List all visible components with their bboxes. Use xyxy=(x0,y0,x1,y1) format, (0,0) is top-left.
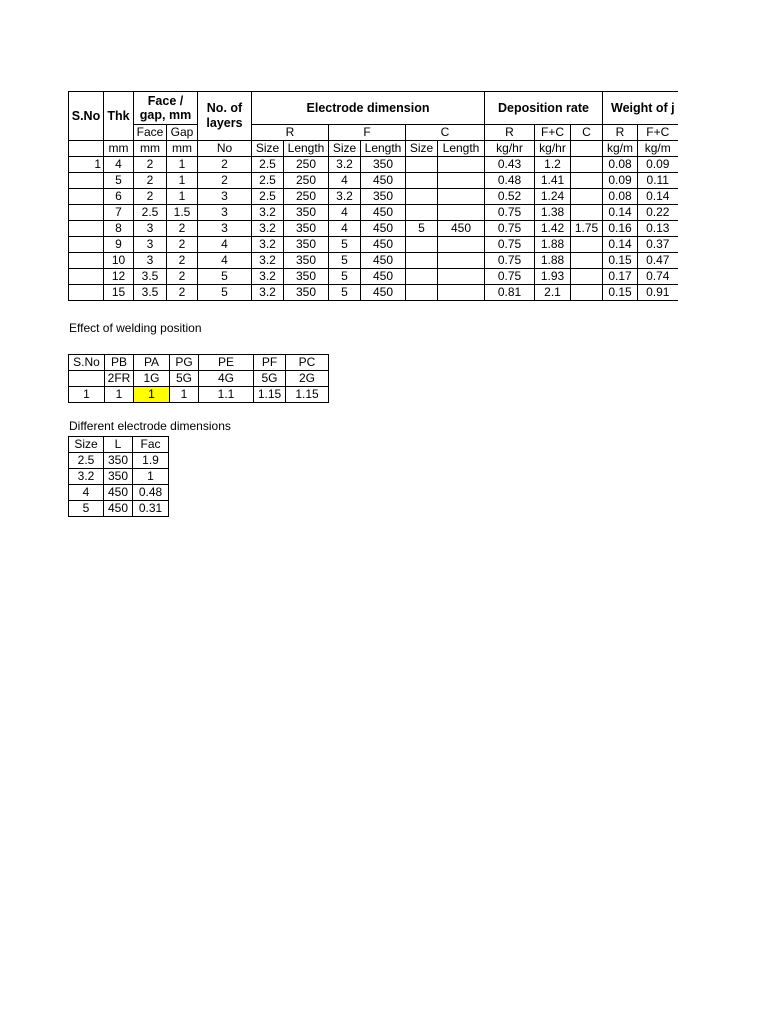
electrode-header-cell: Fac xyxy=(133,437,169,453)
table-cell: 0.14 xyxy=(603,205,638,221)
table-row xyxy=(69,453,169,469)
position-code-cell: 5G xyxy=(170,371,199,387)
table-cell: 0.08 xyxy=(603,157,638,173)
table-cell: 1 xyxy=(69,157,104,173)
table-cell xyxy=(406,205,438,221)
table-cell: 1.38 xyxy=(535,205,571,221)
table-cell: 2 xyxy=(198,157,252,173)
position-header-cell: PG xyxy=(170,355,199,371)
table-cell: 1 xyxy=(167,157,198,173)
header-sno: S.No xyxy=(69,92,104,141)
table-row xyxy=(69,221,678,237)
electrode-section-title: Different electrode dimensions xyxy=(69,419,231,433)
table-cell xyxy=(69,205,104,221)
units-cell xyxy=(571,141,603,157)
table-cell: 350 xyxy=(284,205,329,221)
table-cell xyxy=(69,253,104,269)
table-cell: 2 xyxy=(198,173,252,189)
table-cell: 450 xyxy=(361,173,406,189)
table-cell: 3 xyxy=(134,221,167,237)
table-cell: 450 xyxy=(361,269,406,285)
main-table-body xyxy=(69,157,678,301)
table-cell: 0.75 xyxy=(485,205,535,221)
table-cell: 2.5 xyxy=(252,157,284,173)
table-cell: 5 xyxy=(406,221,438,237)
table-cell: 0.08 xyxy=(603,189,638,205)
table-cell: 0.13 xyxy=(638,221,678,237)
table-cell xyxy=(69,285,104,301)
table-cell: 3 xyxy=(134,253,167,269)
table-cell: 2 xyxy=(134,157,167,173)
electrode-header-cell: Size xyxy=(69,437,104,453)
position-value-cell: 1 xyxy=(69,387,105,403)
units-cell: Size xyxy=(329,141,361,157)
table-cell: 1.24 xyxy=(535,189,571,205)
table-cell: 7 xyxy=(104,205,134,221)
table-cell xyxy=(438,173,485,189)
units-cell: kg/hr xyxy=(535,141,571,157)
table-cell xyxy=(571,253,603,269)
table-cell: 0.14 xyxy=(603,237,638,253)
position-values-row xyxy=(69,387,329,403)
table-cell: 2 xyxy=(167,237,198,253)
table-cell: 1 xyxy=(167,189,198,205)
table-cell xyxy=(571,189,603,205)
table-cell xyxy=(69,189,104,205)
table-cell: 0.37 xyxy=(638,237,678,253)
table-cell: 3.2 xyxy=(252,285,284,301)
electrode-cell: 2.5 xyxy=(69,453,104,469)
position-header-cell: PB xyxy=(105,355,134,371)
subheader-gap: Gap xyxy=(167,125,198,141)
table-cell: 0.47 xyxy=(638,253,678,269)
subheader-elec-r: R xyxy=(252,125,329,141)
table-cell: 3.2 xyxy=(329,189,361,205)
table-cell: 5 xyxy=(104,173,134,189)
table-cell: 1.75 xyxy=(571,221,603,237)
position-value-cell: 1.15 xyxy=(286,387,329,403)
table-cell: 0.09 xyxy=(638,157,678,173)
table-cell: 450 xyxy=(361,221,406,237)
units-row xyxy=(69,141,678,157)
electrode-cell: 0.31 xyxy=(133,501,169,517)
table-cell: 1.88 xyxy=(535,253,571,269)
subheader-dep-c: C xyxy=(571,125,603,141)
table-cell: 5 xyxy=(329,269,361,285)
table-cell: 2.5 xyxy=(252,173,284,189)
table-cell: 0.52 xyxy=(485,189,535,205)
table-cell: 350 xyxy=(284,253,329,269)
table-cell: 4 xyxy=(329,173,361,189)
table-cell: 0.91 xyxy=(638,285,678,301)
table-cell: 350 xyxy=(284,269,329,285)
position-value-cell-highlighted: 1 xyxy=(134,387,170,403)
table-cell: 450 xyxy=(438,221,485,237)
position-section-title: Effect of welding position xyxy=(69,321,202,335)
position-header-cell: PC xyxy=(286,355,329,371)
table-cell xyxy=(438,269,485,285)
units-cell: mm xyxy=(104,141,134,157)
table-cell: 2 xyxy=(167,285,198,301)
table-cell: 1 xyxy=(167,173,198,189)
table-cell: 0.15 xyxy=(603,285,638,301)
electrode-cell: 1.9 xyxy=(133,453,169,469)
electrode-cell: 1 xyxy=(133,469,169,485)
table-cell: 350 xyxy=(284,237,329,253)
table-cell: 3.2 xyxy=(252,221,284,237)
table-cell: 12 xyxy=(104,269,134,285)
table-cell: 0.22 xyxy=(638,205,678,221)
table-cell: 9 xyxy=(104,237,134,253)
table-cell xyxy=(69,221,104,237)
table-cell xyxy=(438,253,485,269)
table-cell: 450 xyxy=(361,253,406,269)
table-cell xyxy=(406,285,438,301)
table-cell: 0.48 xyxy=(485,173,535,189)
table-cell: 5 xyxy=(198,269,252,285)
electrode-cell: 350 xyxy=(104,469,133,485)
table-cell: 5 xyxy=(329,237,361,253)
electrode-cell: 450 xyxy=(104,485,133,501)
position-header-cell: S.No xyxy=(69,355,105,371)
electrode-cell: 350 xyxy=(104,453,133,469)
units-cell: kg/m xyxy=(638,141,678,157)
position-code-cell: 4G xyxy=(199,371,254,387)
table-cell: 0.75 xyxy=(485,269,535,285)
position-header-cell: PA xyxy=(134,355,170,371)
table-cell xyxy=(69,237,104,253)
table-cell xyxy=(438,189,485,205)
table-row xyxy=(69,485,169,501)
table-cell: 3.2 xyxy=(252,205,284,221)
table-row xyxy=(69,173,678,189)
table-cell: 350 xyxy=(284,285,329,301)
table-cell: 2 xyxy=(167,269,198,285)
table-cell xyxy=(571,205,603,221)
position-table xyxy=(68,354,329,403)
table-cell: 0.14 xyxy=(638,189,678,205)
table-cell: 5 xyxy=(198,285,252,301)
table-cell: 1.41 xyxy=(535,173,571,189)
table-cell: 15 xyxy=(104,285,134,301)
table-cell: 0.75 xyxy=(485,221,535,237)
table-cell: 0.43 xyxy=(485,157,535,173)
table-cell xyxy=(438,237,485,253)
table-cell: 10 xyxy=(104,253,134,269)
table-cell: 0.74 xyxy=(638,269,678,285)
table-cell: 3 xyxy=(134,237,167,253)
electrode-cell: 5 xyxy=(69,501,104,517)
table-cell: 450 xyxy=(361,237,406,253)
subheader-face: Face xyxy=(134,125,167,141)
position-value-cell: 1 xyxy=(105,387,134,403)
table-cell: 2 xyxy=(167,221,198,237)
table-cell xyxy=(438,157,485,173)
table-cell: 350 xyxy=(284,221,329,237)
table-cell xyxy=(406,173,438,189)
table-cell: 4 xyxy=(329,205,361,221)
table-row xyxy=(69,237,678,253)
table-cell: 4 xyxy=(198,237,252,253)
table-row xyxy=(69,189,678,205)
header-electrode-dimension: Electrode dimension xyxy=(252,92,485,125)
electrode-cell: 3.2 xyxy=(69,469,104,485)
subheader-dep-r: R xyxy=(485,125,535,141)
table-cell xyxy=(571,269,603,285)
header-layers: No. of layers xyxy=(198,92,252,141)
table-cell: 1.2 xyxy=(535,157,571,173)
table-cell: 0.15 xyxy=(603,253,638,269)
units-cell: Length xyxy=(438,141,485,157)
position-value-cell: 1.1 xyxy=(199,387,254,403)
units-cell: mm xyxy=(167,141,198,157)
units-cell: Length xyxy=(361,141,406,157)
main-table xyxy=(68,91,678,301)
table-cell: 3.2 xyxy=(252,269,284,285)
table-cell: 0.75 xyxy=(485,237,535,253)
position-header-cell: PF xyxy=(254,355,286,371)
table-cell: 4 xyxy=(104,157,134,173)
table-cell xyxy=(406,269,438,285)
table-cell xyxy=(571,173,603,189)
table-cell: 1.42 xyxy=(535,221,571,237)
header-weight: Weight of j xyxy=(603,92,678,125)
table-cell: 250 xyxy=(284,189,329,205)
table-cell: 2.5 xyxy=(252,189,284,205)
table-row xyxy=(69,253,678,269)
table-cell: 0.11 xyxy=(638,173,678,189)
table-cell: 2 xyxy=(134,189,167,205)
position-code-cell: 2G xyxy=(286,371,329,387)
units-cell: kg/hr xyxy=(485,141,535,157)
table-row xyxy=(69,157,678,173)
table-cell: 2 xyxy=(167,253,198,269)
position-code-cell: 5G xyxy=(254,371,286,387)
electrode-cell: 4 xyxy=(69,485,104,501)
electrode-header-cell: L xyxy=(104,437,133,453)
table-cell: 2 xyxy=(134,173,167,189)
table-row xyxy=(69,205,678,221)
table-cell: 3.2 xyxy=(252,237,284,253)
header-thk: Thk xyxy=(104,92,134,141)
header-deposition-rate: Deposition rate xyxy=(485,92,603,125)
table-cell: 1.88 xyxy=(535,237,571,253)
table-cell: 0.81 xyxy=(485,285,535,301)
subheader-dep-fc: F+C xyxy=(535,125,571,141)
units-cell: kg/m xyxy=(603,141,638,157)
table-cell: 1.93 xyxy=(535,269,571,285)
table-row xyxy=(69,269,678,285)
position-code-cell xyxy=(69,371,105,387)
table-cell xyxy=(438,285,485,301)
subheader-w-r: R xyxy=(603,125,638,141)
header-face-gap: Face / gap, mm xyxy=(134,92,198,125)
table-cell: 0.75 xyxy=(485,253,535,269)
table-cell: 3.5 xyxy=(134,269,167,285)
table-row xyxy=(69,501,169,517)
table-cell xyxy=(406,189,438,205)
table-cell xyxy=(571,157,603,173)
table-cell xyxy=(406,253,438,269)
table-cell: 350 xyxy=(361,157,406,173)
table-row xyxy=(69,469,169,485)
units-cell: Size xyxy=(406,141,438,157)
position-code-cell: 2FR xyxy=(105,371,134,387)
table-cell: 3.5 xyxy=(134,285,167,301)
table-cell xyxy=(571,237,603,253)
table-cell: 250 xyxy=(284,157,329,173)
table-cell: 3.2 xyxy=(252,253,284,269)
units-cell xyxy=(69,141,104,157)
table-cell: 0.09 xyxy=(603,173,638,189)
table-row xyxy=(69,285,678,301)
position-code-cell: 1G xyxy=(134,371,170,387)
units-cell: Size xyxy=(252,141,284,157)
table-cell xyxy=(571,285,603,301)
table-cell: 6 xyxy=(104,189,134,205)
table-cell xyxy=(69,173,104,189)
electrode-cell: 450 xyxy=(104,501,133,517)
table-cell: 2.5 xyxy=(134,205,167,221)
table-cell xyxy=(438,205,485,221)
position-header-row xyxy=(69,355,329,371)
table-cell: 5 xyxy=(329,253,361,269)
table-cell: 2.1 xyxy=(535,285,571,301)
table-cell: 3 xyxy=(198,189,252,205)
table-cell xyxy=(69,269,104,285)
position-value-cell: 1 xyxy=(170,387,199,403)
subheader-elec-c: C xyxy=(406,125,485,141)
table-cell: 0.17 xyxy=(603,269,638,285)
electrode-table xyxy=(68,436,169,517)
position-header-cell: PE xyxy=(199,355,254,371)
electrode-cell: 0.48 xyxy=(133,485,169,501)
table-cell: 4 xyxy=(329,221,361,237)
table-cell xyxy=(406,237,438,253)
table-cell: 8 xyxy=(104,221,134,237)
units-cell: Length xyxy=(284,141,329,157)
table-cell: 3 xyxy=(198,221,252,237)
table-cell: 4 xyxy=(198,253,252,269)
table-cell: 250 xyxy=(284,173,329,189)
table-cell: 1.5 xyxy=(167,205,198,221)
table-cell: 3.2 xyxy=(329,157,361,173)
subheader-elec-f: F xyxy=(329,125,406,141)
table-cell xyxy=(406,157,438,173)
table-cell: 450 xyxy=(361,285,406,301)
position-value-cell: 1.15 xyxy=(254,387,286,403)
units-cell: No xyxy=(198,141,252,157)
table-cell: 5 xyxy=(329,285,361,301)
table-cell: 0.16 xyxy=(603,221,638,237)
position-codes-row xyxy=(69,371,329,387)
table-cell: 350 xyxy=(361,189,406,205)
main-table-viewport xyxy=(68,91,682,307)
electrode-table-body xyxy=(69,453,169,517)
units-cell: mm xyxy=(134,141,167,157)
electrode-header-row xyxy=(69,437,169,453)
table-cell: 450 xyxy=(361,205,406,221)
subheader-w-fc: F+C xyxy=(638,125,678,141)
table-cell: 3 xyxy=(198,205,252,221)
